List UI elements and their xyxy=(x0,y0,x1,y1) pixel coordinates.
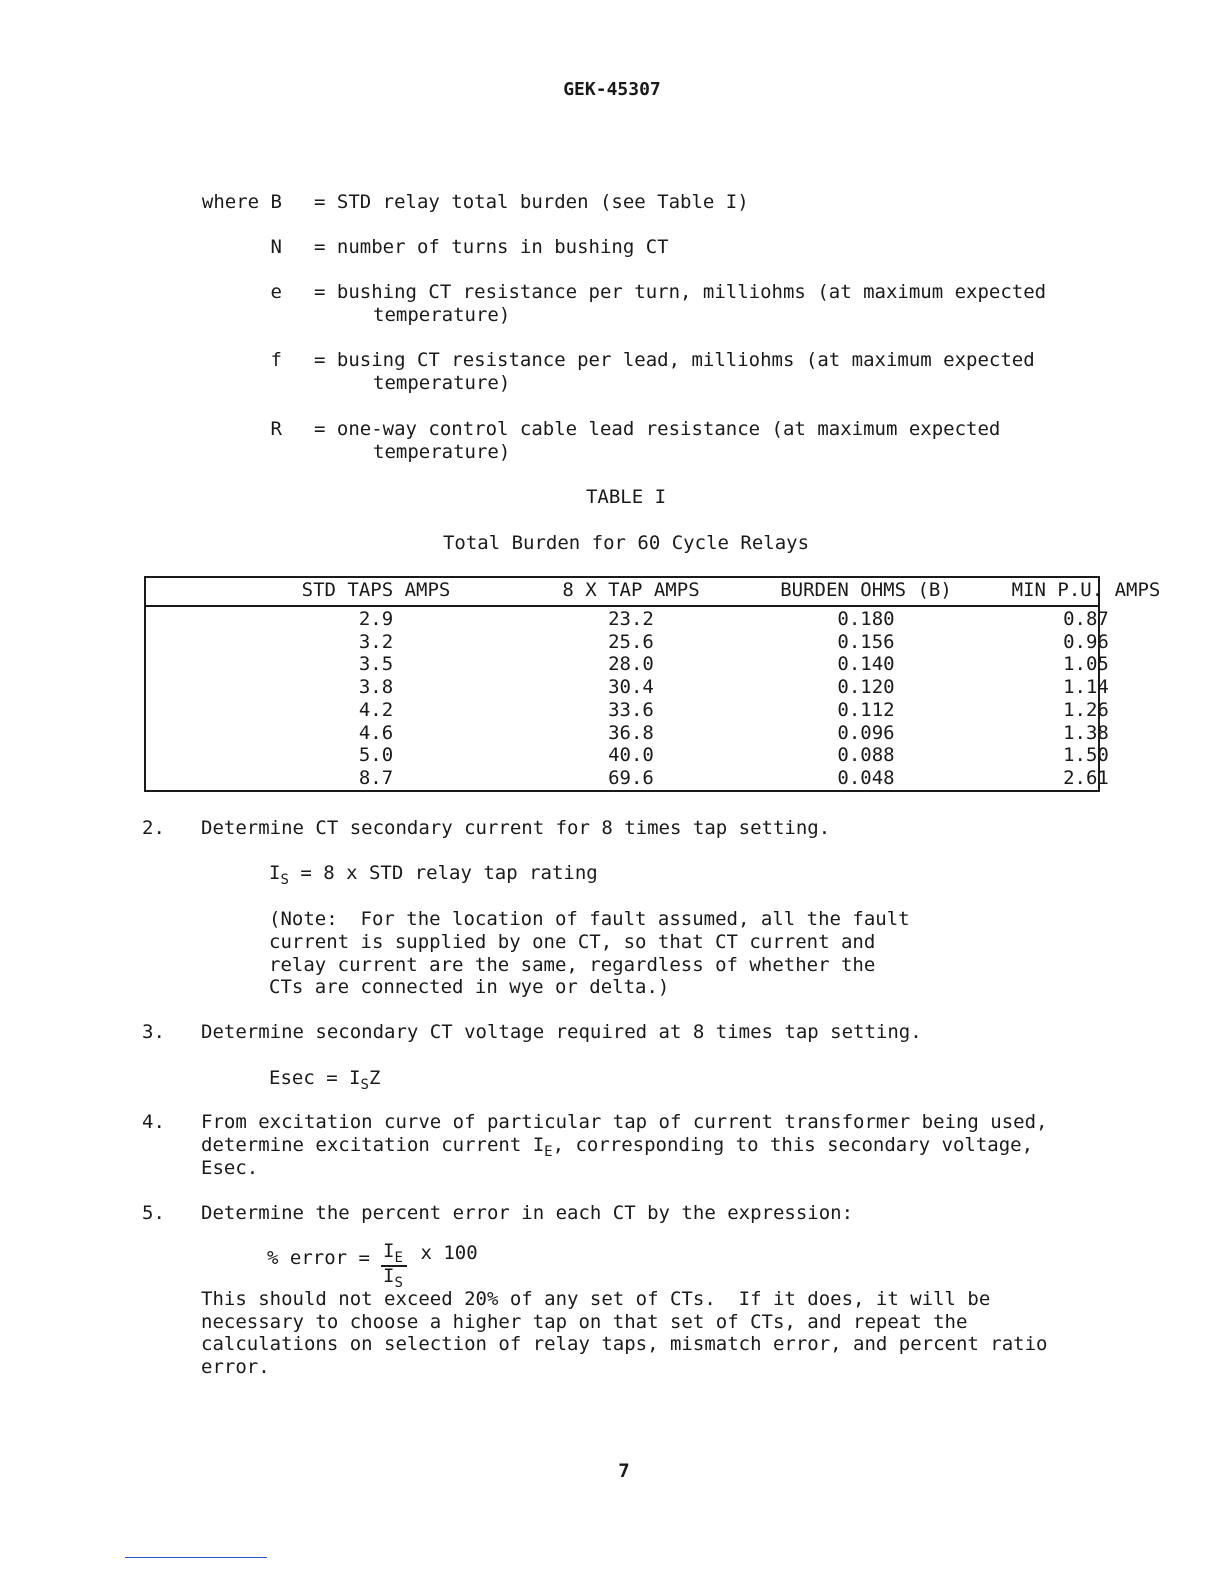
definition-text: = number of turns in bushing CT xyxy=(314,236,669,258)
step-text: determine excitation current $I_E$, corresponding to this secondary voltage, xyxy=(201,1134,1034,1160)
table-cell: 8.7 xyxy=(358,766,394,789)
definition-text: = STD relay total burden (see Table I) xyxy=(314,191,749,213)
table-cell: 3.5 xyxy=(358,653,394,676)
step-text: Esec. xyxy=(201,1157,259,1179)
table-cell: 0.096 xyxy=(837,721,895,744)
formula-is: $I_S = 8$ x STD relay tap rating xyxy=(269,862,598,888)
table-cell: 23.2 xyxy=(608,608,654,630)
table-header: MIN P.U. AMPS xyxy=(1011,579,1161,601)
definition-symbol: R xyxy=(270,418,282,440)
definition-text: = bushing CT resistance per turn, milliohms (at maximum expected xyxy=(314,281,1047,303)
definition-continuation: temperature) xyxy=(373,441,511,463)
definition-continuation: temperature) xyxy=(373,372,511,394)
table-header: BURDEN OHMS (B) xyxy=(780,579,952,601)
note-line: CTs are connected in wye or delta.) xyxy=(269,976,670,998)
definition-text: = busing CT resistance per lead, milliohms (at maximum expected xyxy=(314,349,1035,371)
table-cell: 0.112 xyxy=(837,698,895,721)
fraction-denominator: $I_S$ xyxy=(383,1265,403,1291)
table-cell: 33.6 xyxy=(608,698,654,721)
step-number: 4. xyxy=(142,1111,165,1133)
document-id: GEK-45307 xyxy=(563,79,661,100)
table-cell: 1.14 xyxy=(1063,676,1109,699)
table-cell: 40.0 xyxy=(608,744,654,767)
step-number: 3. xyxy=(142,1021,165,1043)
table-header: 8 X TAP AMPS xyxy=(562,579,700,601)
header-divider xyxy=(146,605,1098,607)
step-text: Determine secondary CT voltage required at 8 times tap setting. xyxy=(201,1021,922,1043)
paragraph-line: calculations on selection of relay taps, mismatch error, and percent ratio xyxy=(201,1333,1048,1355)
table-cell: 1.05 xyxy=(1063,653,1109,676)
table-cell: 36.8 xyxy=(608,721,654,744)
table-cell: 2.61 xyxy=(1063,766,1109,789)
note-line: current is supplied by one CT, so that CT current and xyxy=(269,931,876,953)
step-text: Determine the percent error in each CT by the expression: xyxy=(201,1202,854,1224)
definition-text: = one-way control cable lead resistance (at maximum expected xyxy=(314,418,1001,440)
table-cell: 5.0 xyxy=(358,744,394,767)
paragraph-line: error. xyxy=(201,1356,270,1378)
table-cell: 0.87 xyxy=(1063,608,1109,630)
table-cell: 0.048 xyxy=(837,766,895,789)
page-number: 7 xyxy=(618,1460,630,1482)
table-cell: 1.38 xyxy=(1063,721,1109,744)
note-line: (Note: For the location of fault assumed, all the fault xyxy=(269,908,910,930)
table-cell: 0.140 xyxy=(837,653,895,676)
decorative-rule xyxy=(125,1557,267,1558)
table-cell: 3.2 xyxy=(358,630,394,653)
burden-table xyxy=(144,576,1161,792)
table-cell: 0.156 xyxy=(837,630,895,653)
table-label: TABLE I xyxy=(585,486,667,508)
step-number: 2. xyxy=(142,817,165,839)
note-line: relay current are the same, regardless of whether the xyxy=(269,954,876,976)
table-cell: 1.26 xyxy=(1063,698,1109,721)
formula-esec: $Esec = I_SZ$ xyxy=(269,1067,381,1093)
table-cell: 25.6 xyxy=(608,630,654,653)
table-caption: Total Burden for 60 Cycle Relays xyxy=(442,532,810,554)
paragraph-line: necessary to choose a higher tap on that set of CTs, and repeat the xyxy=(201,1311,968,1333)
paragraph-line: This should not exceed 20% of any set of CTs. If it does, it will be xyxy=(201,1288,991,1310)
step-text: Determine CT secondary current for 8 times tap setting. xyxy=(201,817,831,839)
table-cell: 0.96 xyxy=(1063,630,1109,653)
table-cell: 2.9 xyxy=(358,608,394,630)
table-cell: 0.088 xyxy=(837,744,895,767)
fraction-numerator: $I_E$ xyxy=(383,1240,403,1266)
definition-symbol: where B xyxy=(201,191,282,213)
table-cell: 3.8 xyxy=(358,676,394,699)
definition-symbol: N xyxy=(270,236,282,258)
formula-percent-error-label: % error = xyxy=(267,1247,382,1269)
table-cell: 28.0 xyxy=(608,653,654,676)
table-header: STD TAPS AMPS xyxy=(301,579,451,601)
step-text: From excitation curve of particular tap of current transformer being used, xyxy=(201,1111,1048,1133)
definition-symbol: e xyxy=(270,281,282,303)
table-cell: 4.2 xyxy=(358,698,394,721)
table-cell: 4.6 xyxy=(358,721,394,744)
definition-continuation: temperature) xyxy=(373,304,511,326)
table-cell: 30.4 xyxy=(608,676,654,699)
table-cell: 0.120 xyxy=(837,676,895,699)
table-cell: 1.50 xyxy=(1063,744,1109,767)
table-cell: 69.6 xyxy=(608,766,654,789)
step-number: 5. xyxy=(142,1202,165,1224)
table-cell: 0.180 xyxy=(837,608,895,630)
definition-symbol: f xyxy=(270,349,282,371)
formula-multiplier: x 100 xyxy=(409,1242,478,1264)
